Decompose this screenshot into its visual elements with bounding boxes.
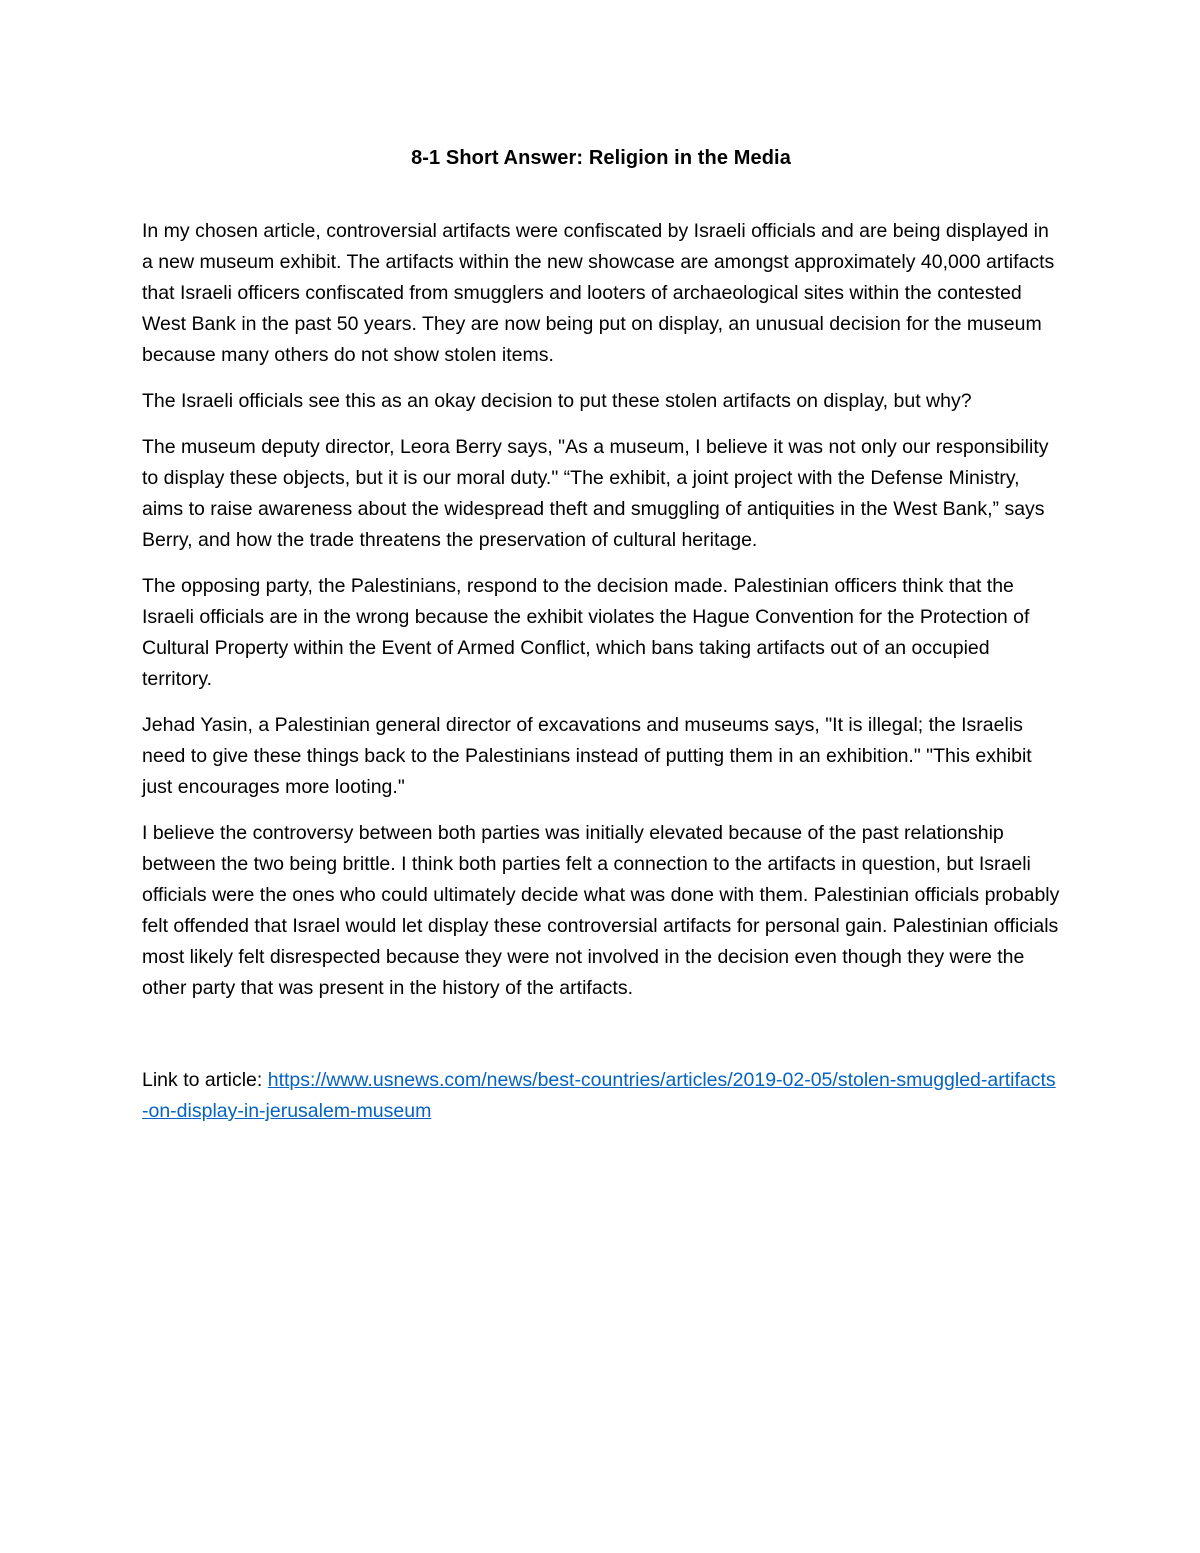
- article-link[interactable]: https://www.usnews.com/news/best-countries/articles/2019-02-05/stolen-smuggled-artifacts-on-display-in-jerusalem-museum: [142, 1069, 1056, 1122]
- paragraph-deputy-director-quote: The museum deputy director, Leora Berry says, "As a museum, I believe it was not only our responsibility to display these objects, but it is our moral duty." “The exhibit, a joint project with the Defense Ministry, aims to raise awareness about the widespread theft and smuggling of antiquities in the West Bank,” says Berry, and how the trade threatens the preservation of cultural heritage.: [142, 436, 1049, 551]
- paragraph-article-summary: In my chosen article, controversial artifacts were confiscated by Israeli officials and are being displayed in a new museum exhibit. The artifacts within the new showcase are amongst approximately 40,000 artifacts that Israeli officers confiscated from smugglers and looters of archaeological sites within the contested West Bank in the past 50 years. They are now being put on display, an unusual decision for the museum because many others do not show stolen items.: [142, 220, 1055, 366]
- article-link-label: Link to article:: [142, 1069, 268, 1091]
- paragraph-personal-opinion: I believe the controversy between both parties was initially elevated because of the past relationship between the two being brittle. I think both parties felt a connection to the artifacts in question, but Israeli officials were the ones who could ultimately decide what was done with them. Palestinian officials probably felt offended that Israel would let display these controversial artifacts for personal gain. Palestinian officials most likely felt disrespected because they were not involved in the decision even though they were the other party that was present in the history of the artifacts.: [142, 822, 1060, 999]
- article-link-line: [142, 1019, 1060, 1127]
- paragraph-palestinian-response: The opposing party, the Palestinians, respond to the decision made. Palestinian officers think that the Israeli officials are in the wrong because the exhibit violates the Hague Convention for the Protection of Cultural Property within the Event of Armed Conflict, which bans taking artifacts out of an occupied territory.: [142, 575, 1030, 690]
- paragraph-israeli-view: The Israeli officials see this as an okay decision to put these stolen artifacts on display, but why?: [142, 390, 972, 412]
- document-title: 8-1 Short Answer: Religion in the Media: [411, 147, 791, 169]
- paragraph-yasin-quote: Jehad Yasin, a Palestinian general director of excavations and museums says, "It is illegal; the Israelis need to give these things back to the Palestinians instead of putting them in an exhibition." "This exhibit just encourages more looting.": [142, 714, 1032, 798]
